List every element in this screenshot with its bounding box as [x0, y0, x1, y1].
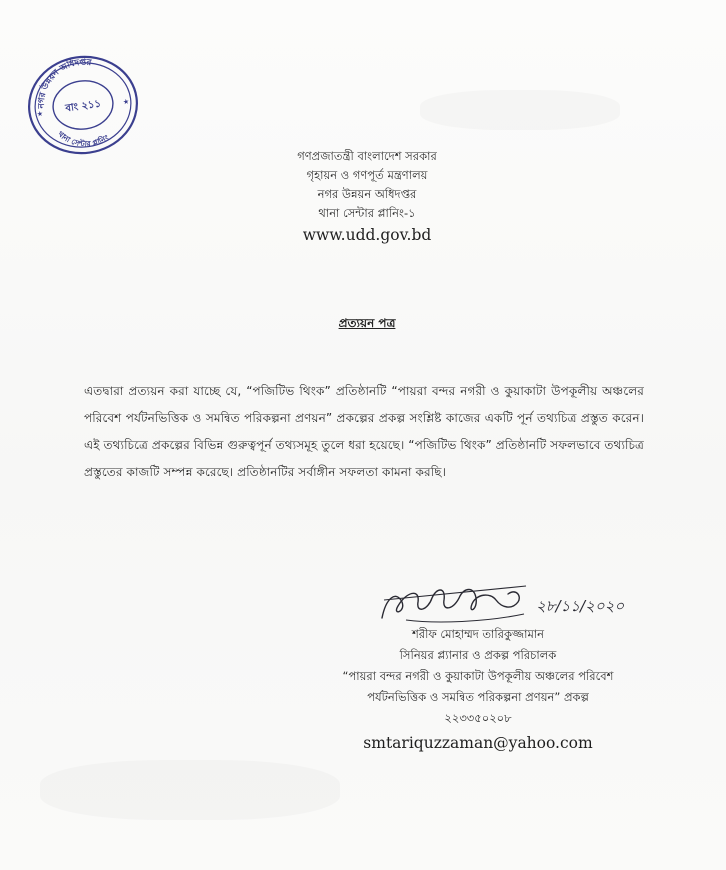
seal-star-icon: ★ — [36, 109, 44, 119]
scan-smudge — [40, 760, 340, 820]
signatory-phone: ২২৩৩৫০২০৮ — [444, 711, 512, 725]
signatory-project-line-2: পর্যটনভিত্তিক ও সমন্বিত পরিকল্পনা প্রণয়ন” প্রকল্প — [367, 690, 589, 704]
header-ministry: গৃহায়ন ও গণপূর্ত মন্ত্রণালয় — [306, 168, 428, 182]
header-website: www.udd.gov.bd — [302, 226, 432, 244]
header-department: নগর উন্নয়ন অধিদপ্তর — [317, 187, 417, 201]
seal-star-icon: ★ — [122, 97, 130, 107]
header-office: থানা সেন্টার প্লানিং-১ — [318, 206, 416, 220]
letterhead — [0, 147, 726, 247]
seal-bottom-text: থানা সেন্টার প্লানিং — [55, 129, 111, 149]
page-title: প্রত্যয়ন পত্র — [338, 316, 396, 330]
seal-center-text: বাং ২১১ — [64, 98, 102, 115]
signatory-email: smtariquzzaman@yahoo.com — [363, 734, 593, 752]
office-seal-stamp — [22, 50, 144, 160]
scan-smudge — [420, 90, 620, 130]
certificate-body: এতদ্বারা প্রত্যয়ন করা যাচ্ছে যে, “পজিটিভ থিংক” প্রতিষ্ঠানটি “পায়রা বন্দর নগরী ও কুয়াকাটা উপকূলীয় অঞ্চলের পরিবেশ পর্যটনভিত্তিক ও সমন্বিত পরিকল্পনা প্রণয়ন” প্রকল্পের প্রকল্প সংশ্লিষ্ট কাজের একটি পূর্ন তথ্যচিত্র প্রস্তুত করেন। এই তথ্যচিত্রে প্রকল্পের বিভিন্ন গুরুত্বপূর্ন তথ্যসমূহ তুলে ধরা হয়েছে। “পজিটিভ থিংক” প্রতিষ্ঠানটি সফলভাবে তথ্যচিত্র প্রস্তুতের কাজটি সম্পন্ন করেছে। প্রতিষ্ঠানটির সর্বাঙ্গীন সফলতা কামনা করছি। — [84, 384, 644, 479]
header-government: গণপ্রজাতন্ত্রী বাংলাদেশ সরকার — [297, 149, 437, 163]
signatory-designation: সিনিয়র প্ল্যানার ও প্রকল্প পরিচালক — [399, 648, 557, 662]
signatory-details — [298, 624, 658, 755]
signatory-name: শরীফ মোহাম্মদ তারিকুজ্জামান — [411, 627, 545, 641]
signatory-project-line-1: “পায়রা বন্দর নগরী ও কুয়াকাটা উপকূলীয় অঞ্চলের পরিবেশ — [342, 669, 614, 683]
signature-date: ২৮/১১/২০২০ — [536, 597, 625, 615]
handwritten-signature — [376, 580, 646, 628]
seal-top-text: নগর উন্নয়ন অধিদপ্তর — [36, 57, 92, 109]
